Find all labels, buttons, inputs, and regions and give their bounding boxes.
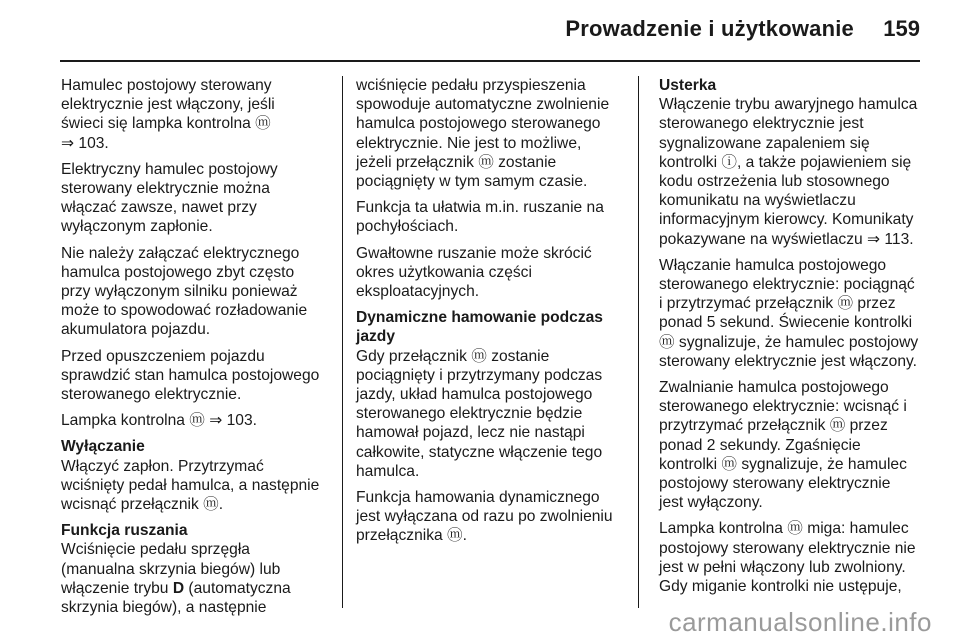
paragraph: Funkcja hamowania dynamicznego jest wyłączana od razu po zwolnieniu przełącznika ⓜ. <box>356 489 613 545</box>
text-column-3 <box>659 76 927 603</box>
section-heading-dynamiczne-hamowanie: Dynamiczne hamowanie podczas jazdy <box>356 309 603 346</box>
column-divider-2 <box>638 76 639 608</box>
page-number: 159 <box>883 16 920 41</box>
paragraph: wciśnięcie pedału przyspieszenia spowoduje automatyczne zwolnienie hamulca postojowego sterowanego elektrycznie. Nie jest to możliwe, jeżeli przełącznik ⓜ zostanie pociągnięty w tym samym czasie. <box>356 77 610 191</box>
paragraph: Lampka kontrolna ⓜ miga: hamulec postojowy sterowany elektrycznie nie jest w pełni włączony lub zwolniony. Gdy miganie kontrolki nie ustępuje, <box>659 520 916 596</box>
paragraph: Hamulec postojowy sterowany elektrycznie jest włączony, jeśli świeci się lampka kontrolna ⓜ ⇒ 103. <box>61 77 275 152</box>
paragraph: Włączenie trybu awaryjnego hamulca sterowanego elektrycznie jest sygnalizowane zapaleniem się kontrolki ⓘ, a także pojawieniem się kodu ostrzeżenia lub stosownego komunikatu na wyświetlaczu informacyjnym kierowcy. Komunikaty pokazywane na wyświetlaczu ⇒ 113. <box>659 96 918 248</box>
gear-mode-label: D <box>172 579 185 597</box>
paragraph: Lampka kontrolna ⓜ ⇒ 103. <box>61 412 257 430</box>
paragraph: Włączanie hamulca postojowego sterowanego elektrycznie: pociągnąć i przytrzymać przełącznik ⓜ przez ponad 5 sekund. Świecenie kontrolki ⓜ sygnalizuje, że hamulec postojowy sterowany elektrycznie jest włączony. <box>659 256 919 370</box>
page-header <box>0 0 960 62</box>
paragraph-text: (automatyczna skrzynia biegów), a następnie <box>61 579 291 617</box>
section-heading-usterka: Usterka <box>659 77 717 94</box>
paragraph: Nie należy załączać elektrycznego hamulca postojowego zbyt często przy wyłączonym silniku ponieważ może to spowodować rozładowanie akumulatora pojazdu. <box>61 244 308 339</box>
text-column-1 <box>61 76 327 624</box>
paragraph: Funkcja ta ułatwia m.in. ruszanie na pochyłościach. <box>356 199 604 236</box>
section-heading-wylaczanie: Wyłączanie <box>61 438 145 456</box>
paragraph: Gdy przełącznik ⓜ zostanie pociągnięty i przytrzymany podczas jazdy, układ hamulca postojowego sterowanego elektrycznie będzie hamował pojazd, lecz nie nastąpi całkowite, statyczne włączenie tego hamulca. <box>356 347 603 480</box>
page-title: Prowadzenie i użytkowanie <box>565 16 854 41</box>
paragraph: Gwałtowne ruszanie może skrócić okres użytkowania części eksploatacyjnych. <box>356 244 592 301</box>
paragraph: Włączyć zapłon. Przytrzymać wciśnięty pedał hamulca, a następnie wcisnąć przełącznik ⓜ. <box>61 457 320 514</box>
column-divider-1 <box>342 76 343 608</box>
header-divider <box>60 60 920 62</box>
paragraph-text: Wciśnięcie pedału sprzęgła (manualna skrzynia biegów) lub włączenie trybu <box>61 541 281 597</box>
section-heading-funkcja-ruszania: Funkcja ruszania <box>61 522 188 540</box>
watermark: carmanualsonline.info <box>668 607 932 637</box>
paragraph: Zwalnianie hamulca postojowego sterowanego elektrycznie: wcisnąć i przytrzymać przełącznik ⓜ przez ponad 2 sekundy. Zgaśnięcie kontrolki ⓜ sygnalizuje, że hamulec postojowy sterowany elektrycznie jest wyłączony. <box>659 379 907 512</box>
paragraph: Przed opuszczeniem pojazdu sprawdzić stan hamulca postojowego sterowanego elektrycznie. <box>61 347 320 404</box>
text-column-2 <box>356 76 622 553</box>
paragraph: Elektryczny hamulec postojowy sterowany elektrycznie można włączać zawsze, nawet przy wyłączonym zapłonie. <box>61 160 278 236</box>
paragraph <box>61 540 327 617</box>
